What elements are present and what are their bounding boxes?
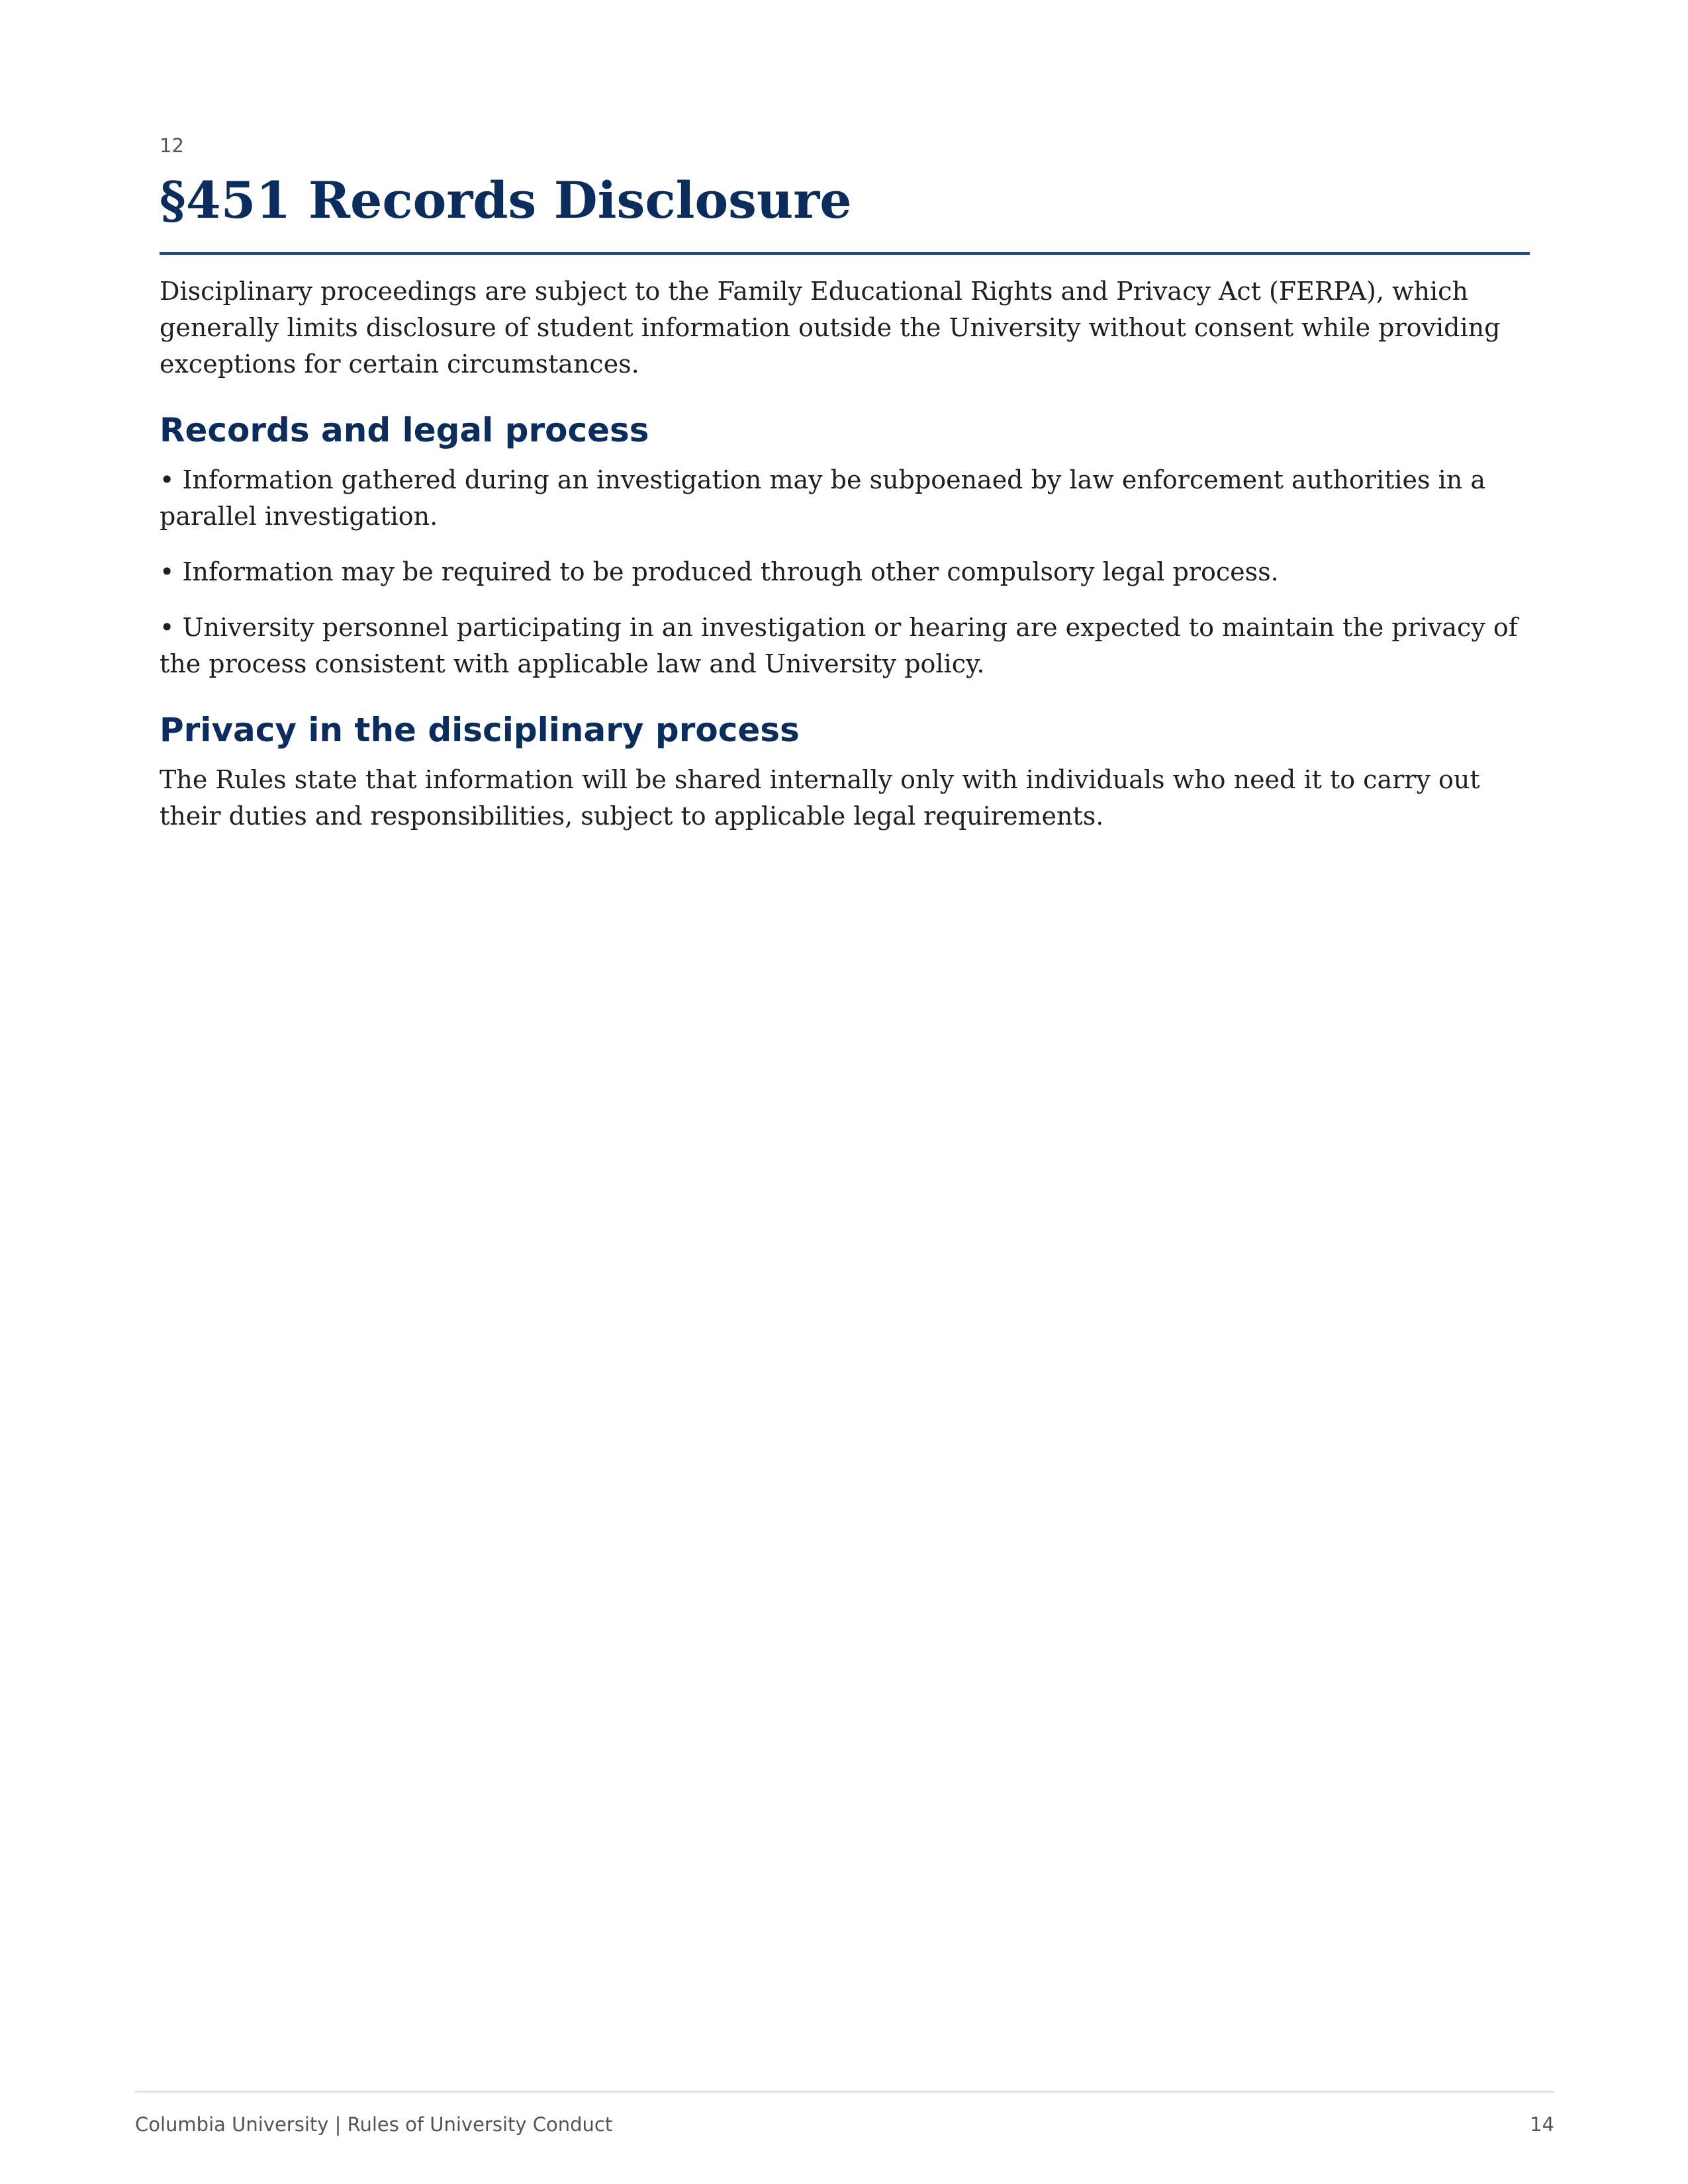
section-heading-records: Records and legal process: [160, 410, 649, 449]
records-bullet-list: [160, 462, 1530, 682]
page-number: 14: [1530, 2113, 1554, 2136]
section-number: 12: [160, 134, 184, 157]
list-item: • Information gathered during an investigation may be subpoenaed by law enforcement authorities in a parallel investigation.: [160, 465, 1485, 531]
list-item: • University personnel participating in an investigation or hearing are expected to maintain the privacy of the process consistent with applicable law and University policy.: [160, 612, 1518, 678]
page-footer: [135, 2091, 1554, 2136]
privacy-paragraph: The Rules state that information will be shared internally only with individuals who need it to carry out their duties and responsibilities, subject to applicable legal requirements.: [160, 764, 1480, 831]
footer-title: Columbia University | Rules of University Conduct: [135, 2113, 613, 2136]
title-divider: [160, 252, 1530, 255]
page-title: §451 Records Disclosure: [160, 171, 852, 230]
page-content: [160, 136, 1530, 835]
intro-paragraph: Disciplinary proceedings are subject to the Family Educational Rights and Privacy Act (FERPA), which generally limits disclosure of student information outside the University without consent while providing exceptions for certain circumstances.: [160, 276, 1501, 379]
section-heading-privacy: Privacy in the disciplinary process: [160, 710, 800, 749]
list-item: • Information may be required to be produced through other compulsory legal process.: [160, 557, 1279, 586]
